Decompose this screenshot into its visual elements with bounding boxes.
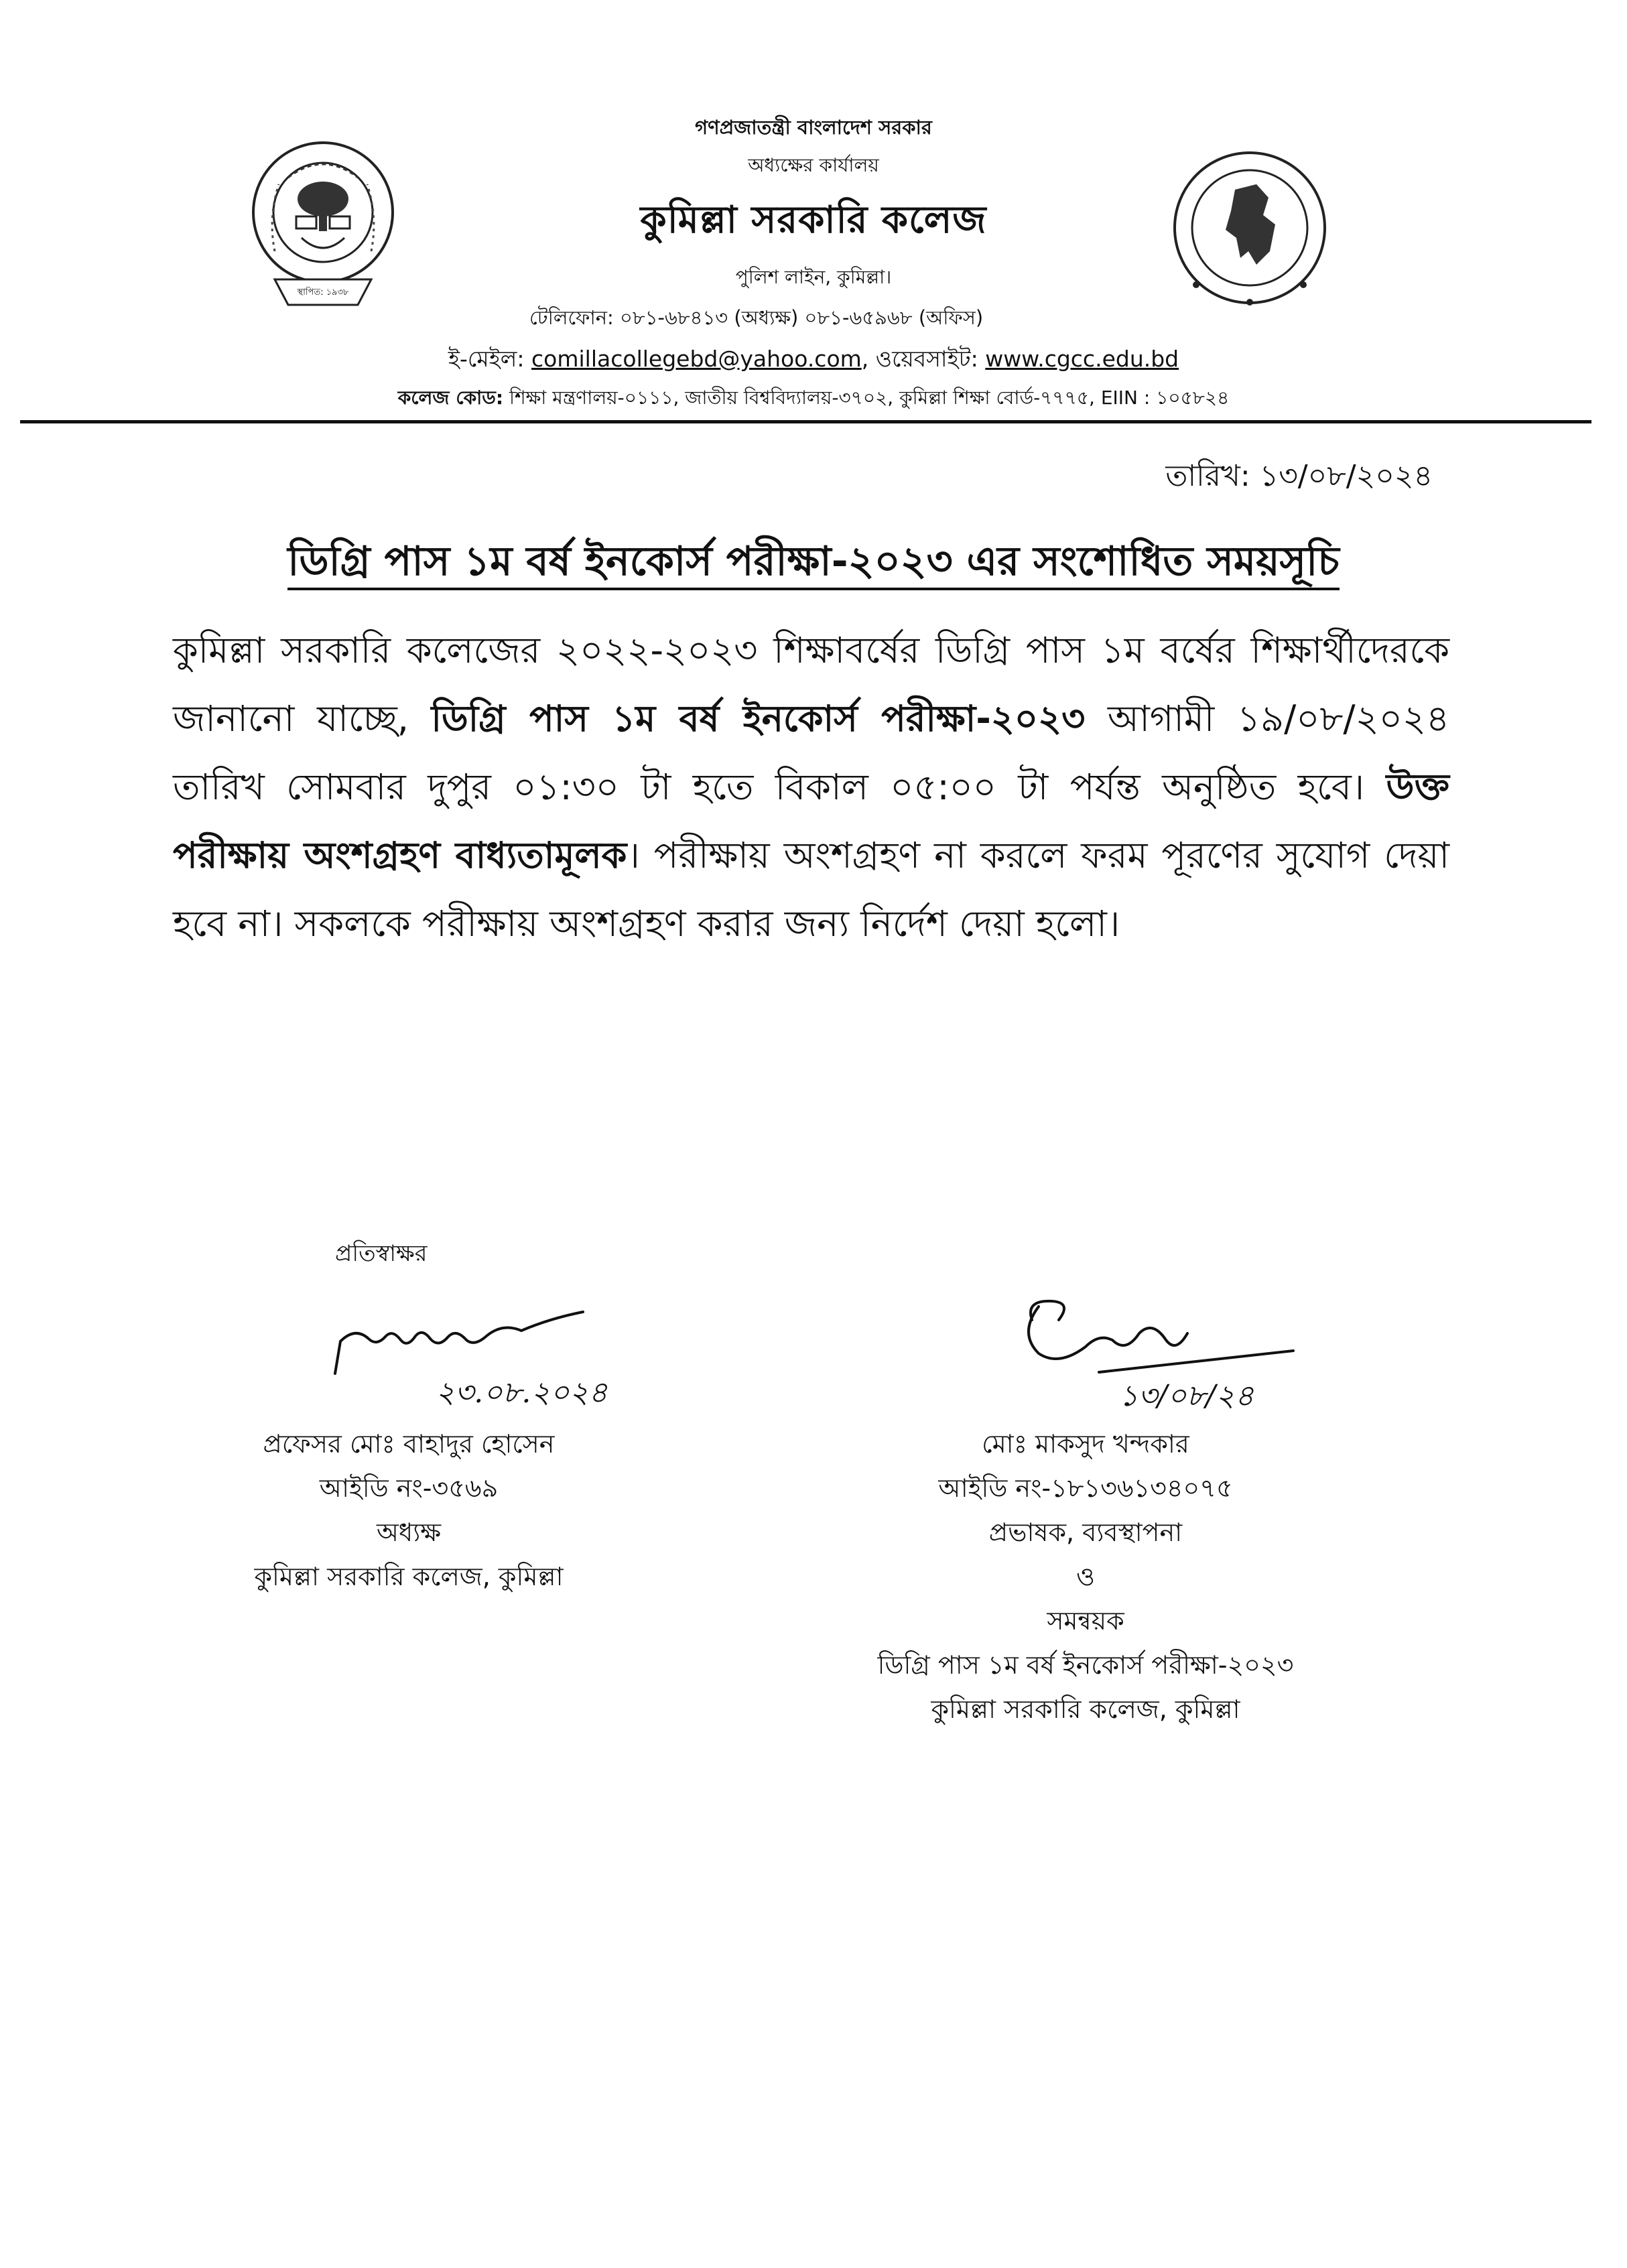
college-name-title: কুমিল্লা সরকারি কলেজ	[640, 198, 987, 242]
countersign-label: প্রতিস্বাক্ষর	[335, 1240, 428, 1267]
left-signature-date: ২৩.০৮.২০২৪	[436, 1376, 608, 1410]
notice-title	[0, 531, 1627, 598]
email-label: ই-মেইল:	[448, 346, 525, 372]
right-signatory-name: মোঃ মাকসুদ খন্দকার	[982, 1429, 1189, 1459]
contact-line	[0, 342, 1627, 379]
office-header-line: অধ্যক্ষের কার্যালয়	[748, 154, 879, 176]
college-seal-year: স্থাপিত: ১৯৩৮	[297, 287, 349, 297]
notice-date: তারিখ: ১৩/০৮/২০২৪	[1165, 459, 1433, 493]
college-address: পুলিশ লাইন, কুমিল্লা।	[735, 266, 892, 288]
email-link[interactable]: comillacollegebd@yahoo.com	[531, 346, 862, 372]
left-signature	[328, 1307, 596, 1380]
right-signature	[1012, 1293, 1320, 1380]
college-code-line	[0, 383, 1627, 415]
body-bold-exam: ডিগ্রি পাস ১ম বর্ষ ইনকোর্স পরীক্ষা-২০২৩	[431, 697, 1086, 740]
website-link[interactable]: www.cgcc.edu.bd	[985, 346, 1179, 372]
left-signatory-institution: কুমিল্লা সরকারি কলেজ, কুমিল্লা	[254, 1562, 564, 1591]
right-signatory-conjunction: ও	[1076, 1562, 1095, 1591]
body-text-1: কুমিল্লা সরকারি কলেজের ২০২২-২০২৩ শিক্ষাবর্ষের ডিগ্রি পাস ১ম বর্ষের শিক্ষার্থীদেরকে জানানো যাচ্ছে,	[173, 629, 1449, 740]
body-bold-mandatory: উক্ত পরীক্ষায় অংশগ্রহণ বাধ্যতামূলক	[173, 766, 1449, 876]
left-signatory-id: আইডি নং-৩৫৬৯	[319, 1473, 499, 1503]
college-phone: টেলিফোন: ০৮১-৬৮৪১৩ (অধ্যক্ষ) ০৮১-৬৫৯৬৮ (অফিস)	[529, 306, 984, 329]
college-code-label: কলেজ কোড:	[397, 387, 504, 409]
right-signatory-institution: কুমিল্লা সরকারি কলেজ, কুমিল্লা	[931, 1694, 1240, 1724]
right-signatory-id: আইডি নং-১৮১৩৬১৩৪০৭৫	[938, 1473, 1233, 1503]
right-signatory-block	[791, 1422, 1380, 1731]
left-signatory-designation: অধ্যক্ষ	[376, 1518, 441, 1547]
body-text-3: । পরীক্ষায় অংশগ্রহণ না করলে ফরম পূরণের সুযোগ দেয়া হবে না। সকলকে পরীক্ষায় অংশগ্রহণ করার জন্য নির্দেশ দেয়া হলো।	[173, 834, 1449, 945]
left-signatory-name: প্রফেসর মোঃ বাহাদুর হোসেন	[263, 1429, 555, 1459]
body-text-2: আগামী ১৯/০৮/২০২৪ তারিখ সোমবার দুপুর ০১:৩০ টা হতে বিকাল ০৫:০০ টা পর্যন্ত অনুষ্ঠিত হবে।	[173, 697, 1450, 808]
right-signature-date: ১৩/০৮/২৪	[1119, 1379, 1254, 1413]
website-label: , ওয়েবসাইট:	[861, 346, 978, 372]
govt-header-line: গণপ্রজাতন্ত্রী বাংলাদেশ সরকার	[695, 116, 932, 139]
notice-body	[173, 616, 1449, 958]
notice-title-text: ডিগ্রি পাস ১ম বর্ষ ইনকোর্স পরীক্ষা-২০২৩ এর সংশোধিত সময়সূচি	[287, 538, 1339, 590]
college-code-text: শিক্ষা মন্ত্রণালয়-০১১১, জাতীয় বিশ্ববিদ্যালয়-৩৭০২, কুমিল্লা শিক্ষা বোর্ড-৭৭৭৫, EIIN : ১০৫৮২৪	[509, 387, 1230, 409]
right-signatory-designation: প্রভাষক, ব্যবস্থাপনা	[988, 1518, 1183, 1547]
right-signatory-role-detail: ডিগ্রি পাস ১ম বর্ষ ইনকোর্স পরীক্ষা-২০২৩	[877, 1650, 1294, 1680]
right-signatory-role: সমন্বয়ক	[1047, 1606, 1124, 1636]
header-divider	[20, 420, 1591, 423]
left-signatory-block	[174, 1422, 643, 1599]
